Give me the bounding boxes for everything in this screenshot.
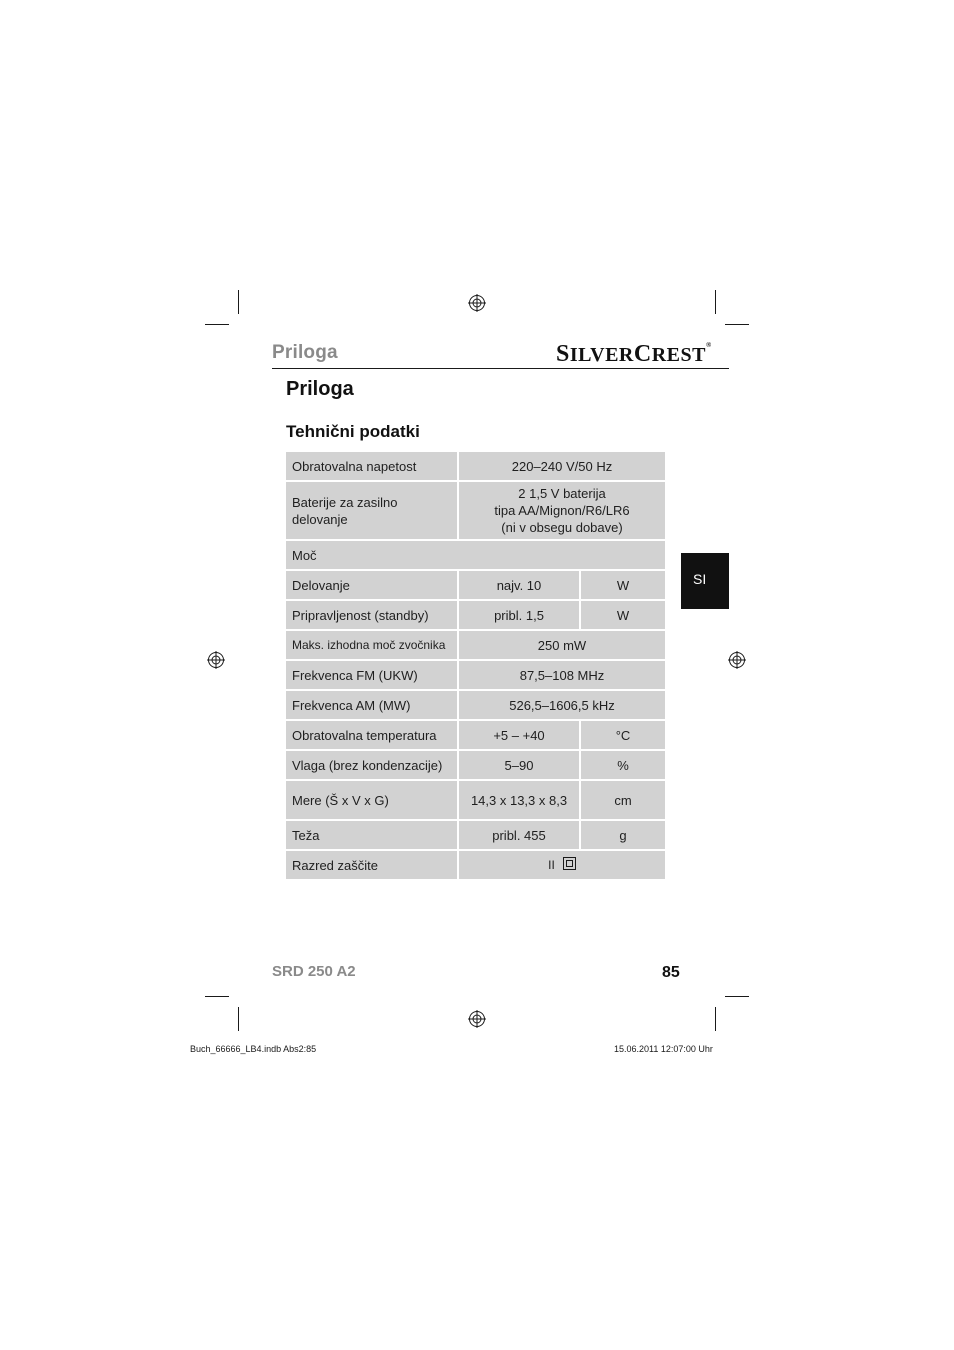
protection-class-text: II [548,858,555,872]
crop-mark [205,324,229,325]
print-slug-right: 15.06.2011 12:07:00 Uhr [614,1044,713,1054]
spec-value: 526,5–1606,5 kHz [459,691,665,719]
registration-mark-icon [468,294,486,312]
spec-unit: W [581,571,665,599]
print-slug-left: Buch_66666_LB4.indb Abs2:85 [190,1044,317,1054]
spec-value: pribl. 1,5 [459,601,579,629]
spec-value-line: (ni v obsegu dobave) [501,520,623,535]
table-row [286,631,665,659]
spec-value: 250 mW [459,631,665,659]
brand-logo-initial: S [556,341,570,367]
table-row [286,781,665,819]
crop-mark [715,1007,716,1031]
table-row [286,482,665,539]
spec-label: Baterije za zasilno delovanje [286,482,457,539]
spec-label: Frekvenca FM (UKW) [286,661,457,689]
double-insulation-icon [563,857,576,870]
crop-mark [715,290,716,314]
table-row [286,721,665,749]
spec-unit: cm [581,781,665,819]
spec-value: 220–240 V/50 Hz [459,452,665,480]
spec-value: 14,3 x 13,3 x 8,3 [459,781,579,819]
registered-mark: ® [705,341,712,349]
spec-label: Delovanje [286,571,457,599]
table-row [286,851,665,879]
spec-value [459,482,665,539]
brand-logo-text: ILVER [569,344,634,366]
language-tab-label: SI [693,571,707,587]
spec-label: Teža [286,821,457,849]
header-title: Priloga [272,342,338,363]
table-row [286,661,665,689]
table-row [286,541,665,569]
table-row [286,751,665,779]
crop-mark [725,324,749,325]
table-row [286,821,665,849]
brand-logo-initial: C [633,341,652,367]
crop-mark [238,1007,239,1031]
spec-label: Maks. izhodna moč zvočnika [286,631,457,659]
spec-value-line: tipa AA/Mignon/R6/LR6 [494,503,630,518]
spec-value: +5 – +40 [459,721,579,749]
registration-mark-icon [468,1010,486,1028]
language-tab [681,553,729,609]
spec-value-line: 2 1,5 V baterija [518,486,606,501]
spec-label: Vlaga (brez kondenzacije) [286,751,457,779]
page-number: 85 [662,964,680,981]
spec-value: 5–90 [459,751,579,779]
technical-data-table [284,450,667,881]
spec-label: Frekvenca AM (MW) [286,691,457,719]
table-row [286,571,665,599]
spec-value: 87,5–108 MHz [459,661,665,689]
spec-unit: % [581,751,665,779]
footer-model: SRD 250 A2 [272,963,356,980]
crop-mark [205,996,229,997]
spec-unit: g [581,821,665,849]
spec-unit: W [581,601,665,629]
header-divider [272,368,729,369]
crop-mark [725,996,749,997]
spec-value: najv. 10 [459,571,579,599]
page-title: Priloga [286,378,354,400]
brand-logo [556,341,712,368]
registration-mark-icon [207,651,225,669]
brand-logo-text: REST [651,344,706,366]
table-row [286,691,665,719]
registration-mark-icon [728,651,746,669]
table-row [286,601,665,629]
table-row [286,452,665,480]
spec-unit: °C [581,721,665,749]
spec-label: Razred zaščite [286,851,457,879]
spec-label: Mere (Š x V x G) [286,781,457,819]
section-heading: Tehnični podatki [286,422,420,441]
spec-label: Obratovalna napetost [286,452,457,480]
spec-group-label: Moč [286,541,665,569]
spec-value: pribl. 455 [459,821,579,849]
spec-label: Pripravljenost (standby) [286,601,457,629]
spec-value [459,851,665,879]
crop-mark [238,290,239,314]
spec-label: Obratovalna temperatura [286,721,457,749]
